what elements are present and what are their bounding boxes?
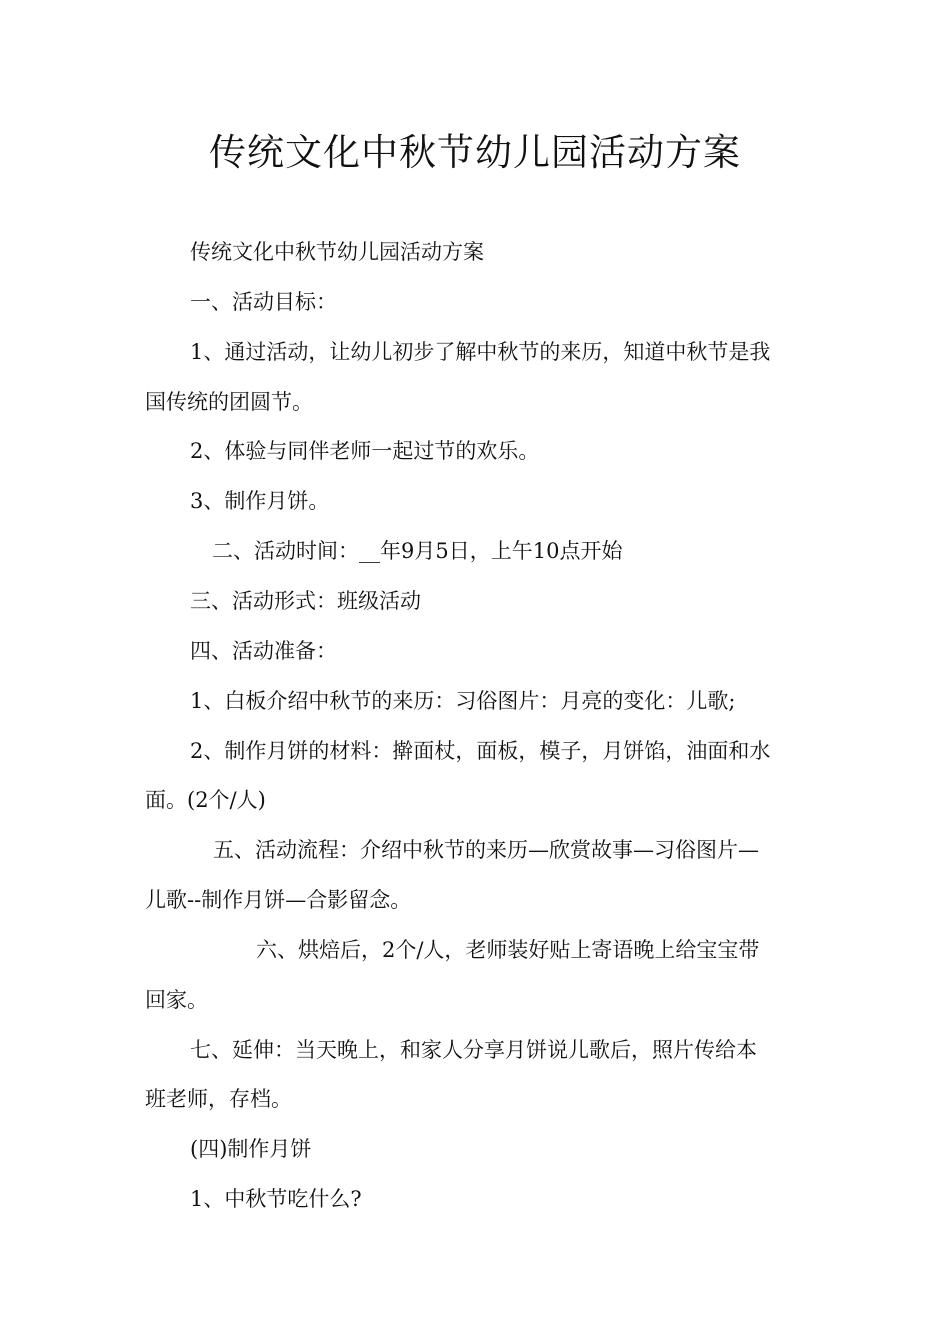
document-title: 传统文化中秋节幼儿园活动方案 [209,131,741,174]
text-line: 四、活动准备： [190,639,337,663]
text-line: 国传统的团圆节。 [145,390,313,414]
text-line: 儿歌--制作月饼—合影留念。 [145,888,412,912]
text-line: 3、制作月饼。 [190,489,330,513]
text-line: 1、通过活动，让幼儿初步了解中秋节的来历，知道中秋节是我 [190,340,771,364]
text-line: 五、活动流程：介绍中秋节的来历—欣赏故事—习俗图片— [213,838,759,862]
text-line: (四)制作月饼 [190,1137,312,1161]
text-line: 二、活动时间：__年9月5日，上午10点开始 [212,539,623,563]
text-line: 一、活动目标： [190,290,337,314]
text-line: 七、延伸：当天晚上，和家人分享月饼说儿歌后，照片传给本 [190,1038,757,1062]
text-line: 六、烘焙后，2个/人，老师装好贴上寄语晚上给宝宝带 [256,938,760,962]
text-line: 三、活动形式：班级活动 [190,589,421,613]
text-line: 2、体验与同伴老师一起过节的欢乐。 [190,439,540,463]
text-line: 1、中秋节吃什么? [190,1187,362,1211]
text-line: 班老师，存档。 [145,1087,292,1111]
text-line: 2、制作月饼的材料：擀面杖，面板，模子，月饼馅，油面和水 [190,739,771,763]
text-line: 1、白板介绍中秋节的来历：习俗图片：月亮的变化：儿歌; [190,689,736,713]
text-line: 回家。 [145,988,208,1012]
text-line: 传统文化中秋节幼儿园活动方案 [190,240,484,264]
text-line: 面。(2个/人) [145,788,266,812]
